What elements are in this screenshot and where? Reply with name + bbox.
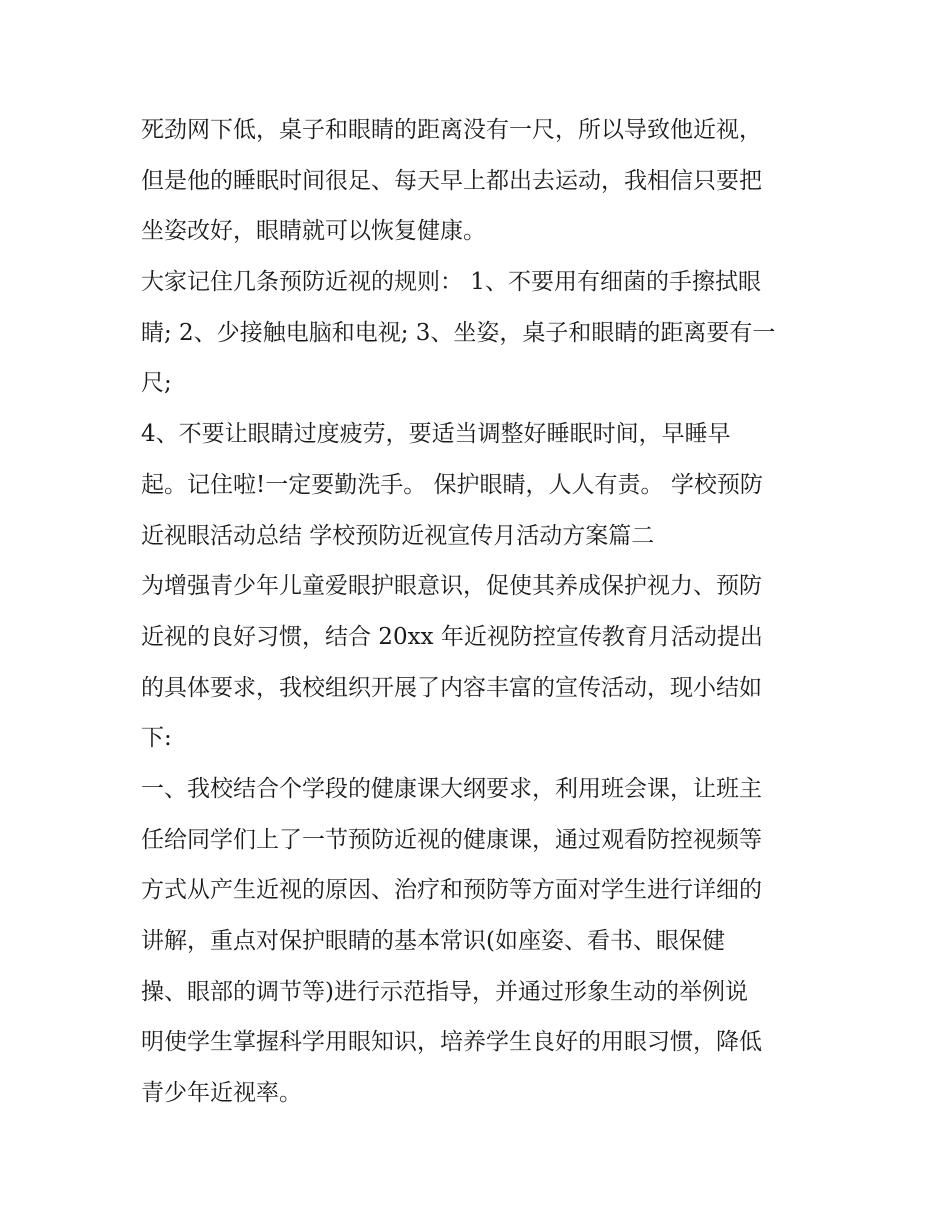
text-line: 起。记住啦!一定要勤洗手。 保护眼睛，人人有责。 学校预防 (141, 471, 763, 498)
text-line: 下: (141, 725, 172, 752)
text-line: 明使学生掌握科学用眼知识，培养学生良好的用眼习惯，降低 (141, 1029, 762, 1056)
text-line: 青少年近视率。 (141, 1080, 302, 1107)
text-line: 睛; 2、少接触电脑和电视; 3、坐姿，桌子和眼睛的距离要有一 (141, 319, 776, 346)
text-line: 尺; (141, 370, 172, 397)
text-line: 坐姿改好，眼睛就可以恢复健康。 (141, 218, 486, 245)
text-line: 近视的良好习惯，结合 20xx 年近视防控宣传教育月活动提出 (141, 623, 763, 650)
text-line: 方式从产生近视的原因、治疗和预防等方面对学生进行详细的 (141, 877, 762, 904)
text-line: 一、我校结合个学段的健康课大纲要求，利用班会课，让班主 (141, 775, 762, 802)
text-line: 的具体要求，我校组织开展了内容丰富的宣传活动，现小结如 (141, 674, 762, 701)
text-line: 4、不要让眼睛过度疲劳，要适当调整好睡眠时间，早睡早 (141, 421, 731, 448)
document-body (141, 105, 821, 1119)
text-line: 操、眼部的调节等)进行示范指导，并通过形象生动的举例说 (141, 978, 748, 1005)
text-line: 但是他的睡眠时间很足、每天早上都出去运动，我相信只要把 (141, 167, 762, 194)
text-line: 近视眼活动总结 学校预防近视宣传月活动方案篇二 (141, 522, 655, 549)
text-line: 死劲网下低，桌子和眼睛的距离没有一尺，所以导致他近视， (141, 117, 762, 143)
text-line: 为增强青少年儿童爱眼护眼意识，促使其养成保护视力、预防 (141, 573, 762, 600)
text-line: 讲解，重点对保护眼睛的基本常识(如座姿、看书、眼保健 (141, 928, 725, 954)
text-line: 大家记住几条预防近视的规则： 1、不要用有细菌的手擦拭眼 (141, 269, 761, 296)
text-line: 任给同学们上了一节预防近视的健康课，通过观看防控视频等 (141, 826, 762, 853)
